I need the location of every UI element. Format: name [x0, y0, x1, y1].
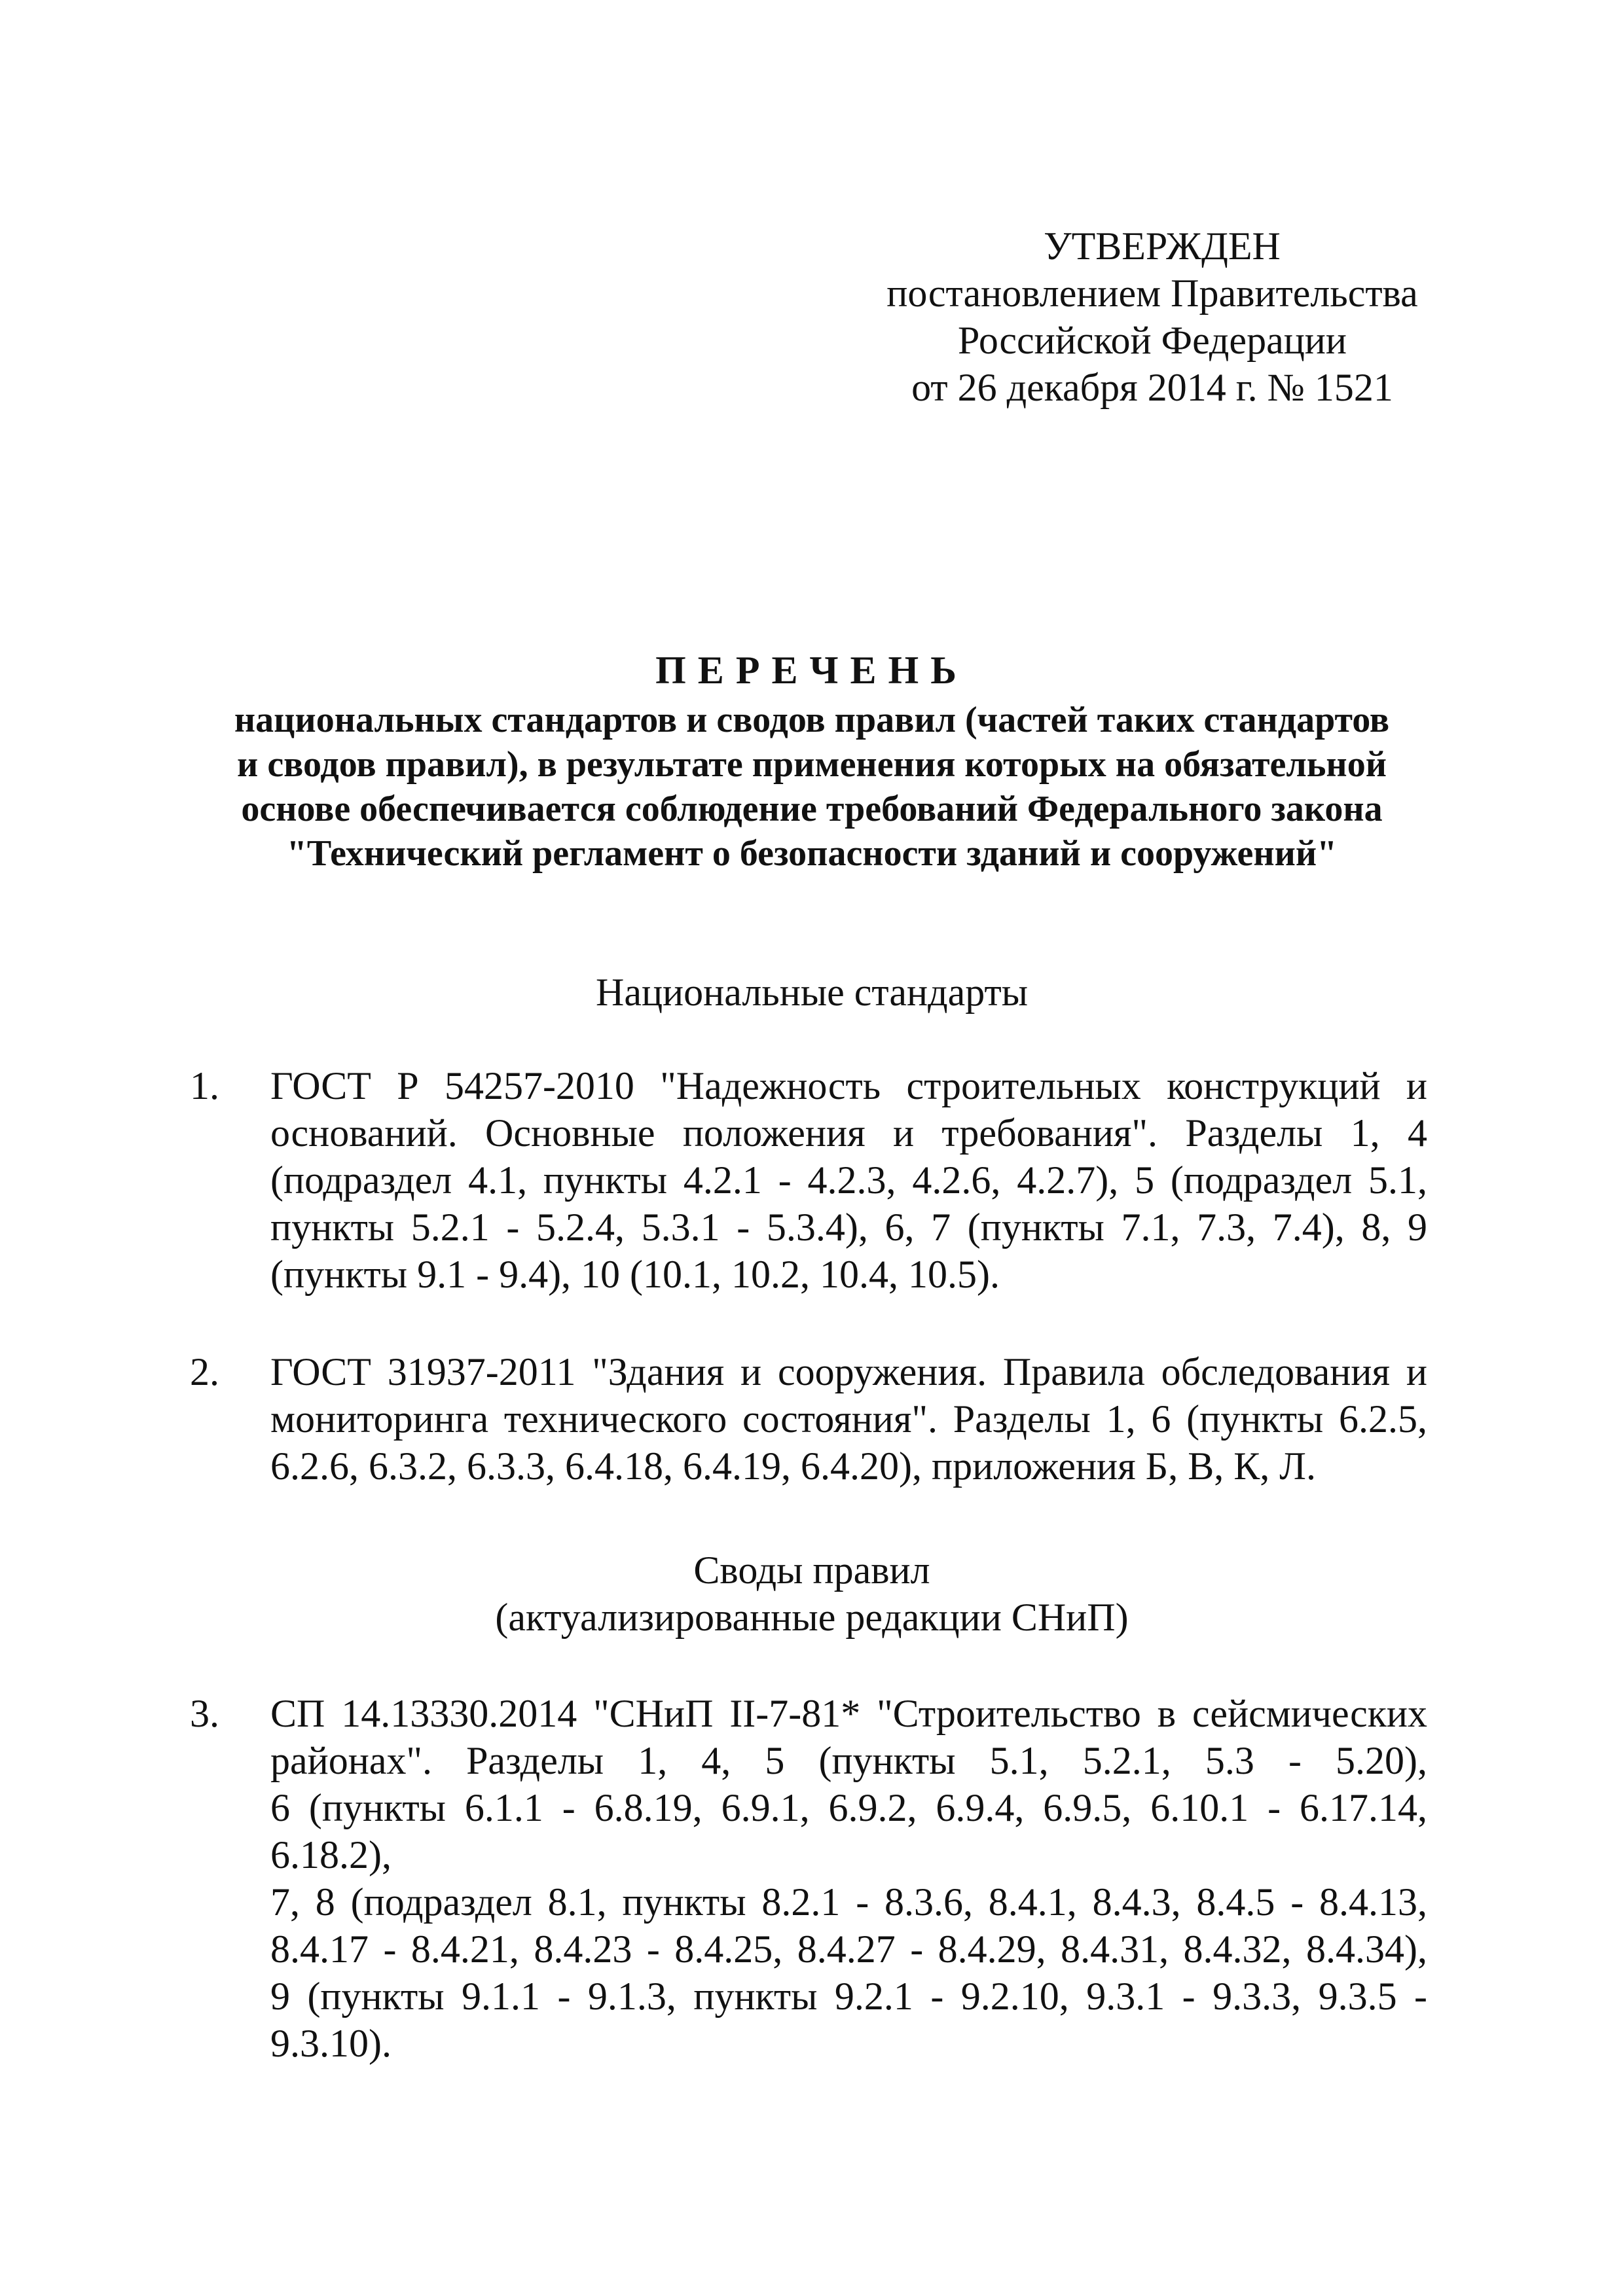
list-item-number: 2. [190, 1350, 219, 1393]
section-heading-national-standards [164, 969, 1460, 1016]
section-heading-text: Национальные стандарты [595, 971, 1029, 1014]
list-item [190, 1348, 1427, 1490]
list-item-text [270, 1348, 1427, 1490]
title-line: национальных стандартов и сводов правил (частей таких стандартов [234, 700, 1390, 740]
list-item-text [270, 1062, 1427, 1298]
list-item-text [270, 1690, 1427, 2067]
section-heading-codes-of-rules [164, 1547, 1460, 1641]
list-item-line: мониторинга технического состояния". Разделы 1, 6 (пункты 6.2.5, [270, 1397, 1427, 1441]
title-line: "Технический регламент о безопасности зданий и сооружений" [286, 833, 1338, 874]
approval-line: постановлением Правительства [886, 272, 1418, 315]
title-heading: ПЕРЕЧЕНЬ [655, 649, 968, 692]
list-item-line: 6.2.6, 6.3.2, 6.3.3, 6.4.18, 6.4.19, 6.4.20), приложения Б, В, К, Л. [270, 1444, 1316, 1488]
approval-heading: УТВЕРЖДЕН [1044, 224, 1281, 268]
approval-block [858, 223, 1447, 411]
approval-date-line: от 26 декабря 2014 г. № 1521 [911, 366, 1393, 409]
list-item-line: 8.4.17 - 8.4.21, 8.4.23 - 8.4.25, 8.4.27 - 8.4.29, 8.4.31, 8.4.32, 8.4.34), [270, 1928, 1427, 1971]
section-heading-subtext: (актуализированные редакции СНиП) [495, 1596, 1129, 1639]
list-item-number: 3. [190, 1692, 219, 1735]
list-item [190, 1062, 1427, 1298]
list-item-line: пункты 5.2.1 - 5.2.4, 5.3.1 - 5.3.4), 6, 7 (пункты 7.1, 7.3, 7.4), 8, 9 [270, 1206, 1427, 1249]
list-item-line: 7, 8 (подраздел 8.1, пункты 8.2.1 - 8.3.6, 8.4.1, 8.4.3, 8.4.5 - 8.4.13, [270, 1880, 1427, 1924]
title-line: основе обеспечивается соблюдение требований Федерального закона [241, 789, 1383, 829]
list-item-line: районах". Разделы 1, 4, 5 (пункты 5.1, 5.2.1, 5.3 - 5.20), [270, 1739, 1427, 1782]
list-item-line: (подраздел 4.1, пункты 4.2.1 - 4.2.3, 4.2.6, 4.2.7), 5 (подраздел 5.1, [270, 1158, 1427, 1202]
list-item-line: ГОСТ 31937-2011 "Здания и сооружения. Правила обследования и [270, 1350, 1427, 1393]
title-line: и сводов правил), в результате применения которых на обязательной [237, 744, 1387, 785]
section-heading-text: Своды правил [693, 1549, 930, 1592]
list-item-number: 1. [190, 1064, 219, 1107]
list-item-line: (пункты 9.1 - 9.4), 10 (10.1, 10.2, 10.4, 10.5). [270, 1253, 1000, 1296]
list-item [190, 1690, 1427, 2067]
list-item-line: 9 (пункты 9.1.1 - 9.1.3, пункты 9.2.1 - 9.2.10, 9.3.1 - 9.3.3, 9.3.5 - 9.3.10). [270, 1975, 1427, 2065]
approval-line: Российской Федерации [957, 319, 1347, 362]
list-item-line: СП 14.13330.2014 "СНиП II-7-81* "Строительство в сейсмических [270, 1692, 1427, 1735]
document-title [164, 648, 1460, 876]
list-item-line: оснований. Основные положения и требования". Разделы 1, 4 [270, 1111, 1427, 1155]
list-item-line: ГОСТ Р 54257-2010 "Надежность строительных конструкций и [270, 1064, 1427, 1107]
list-item-line: 6 (пункты 6.1.1 - 6.8.19, 6.9.1, 6.9.2, 6.9.4, 6.9.5, 6.10.1 - 6.17.14, 6.18.2), [270, 1786, 1427, 1876]
